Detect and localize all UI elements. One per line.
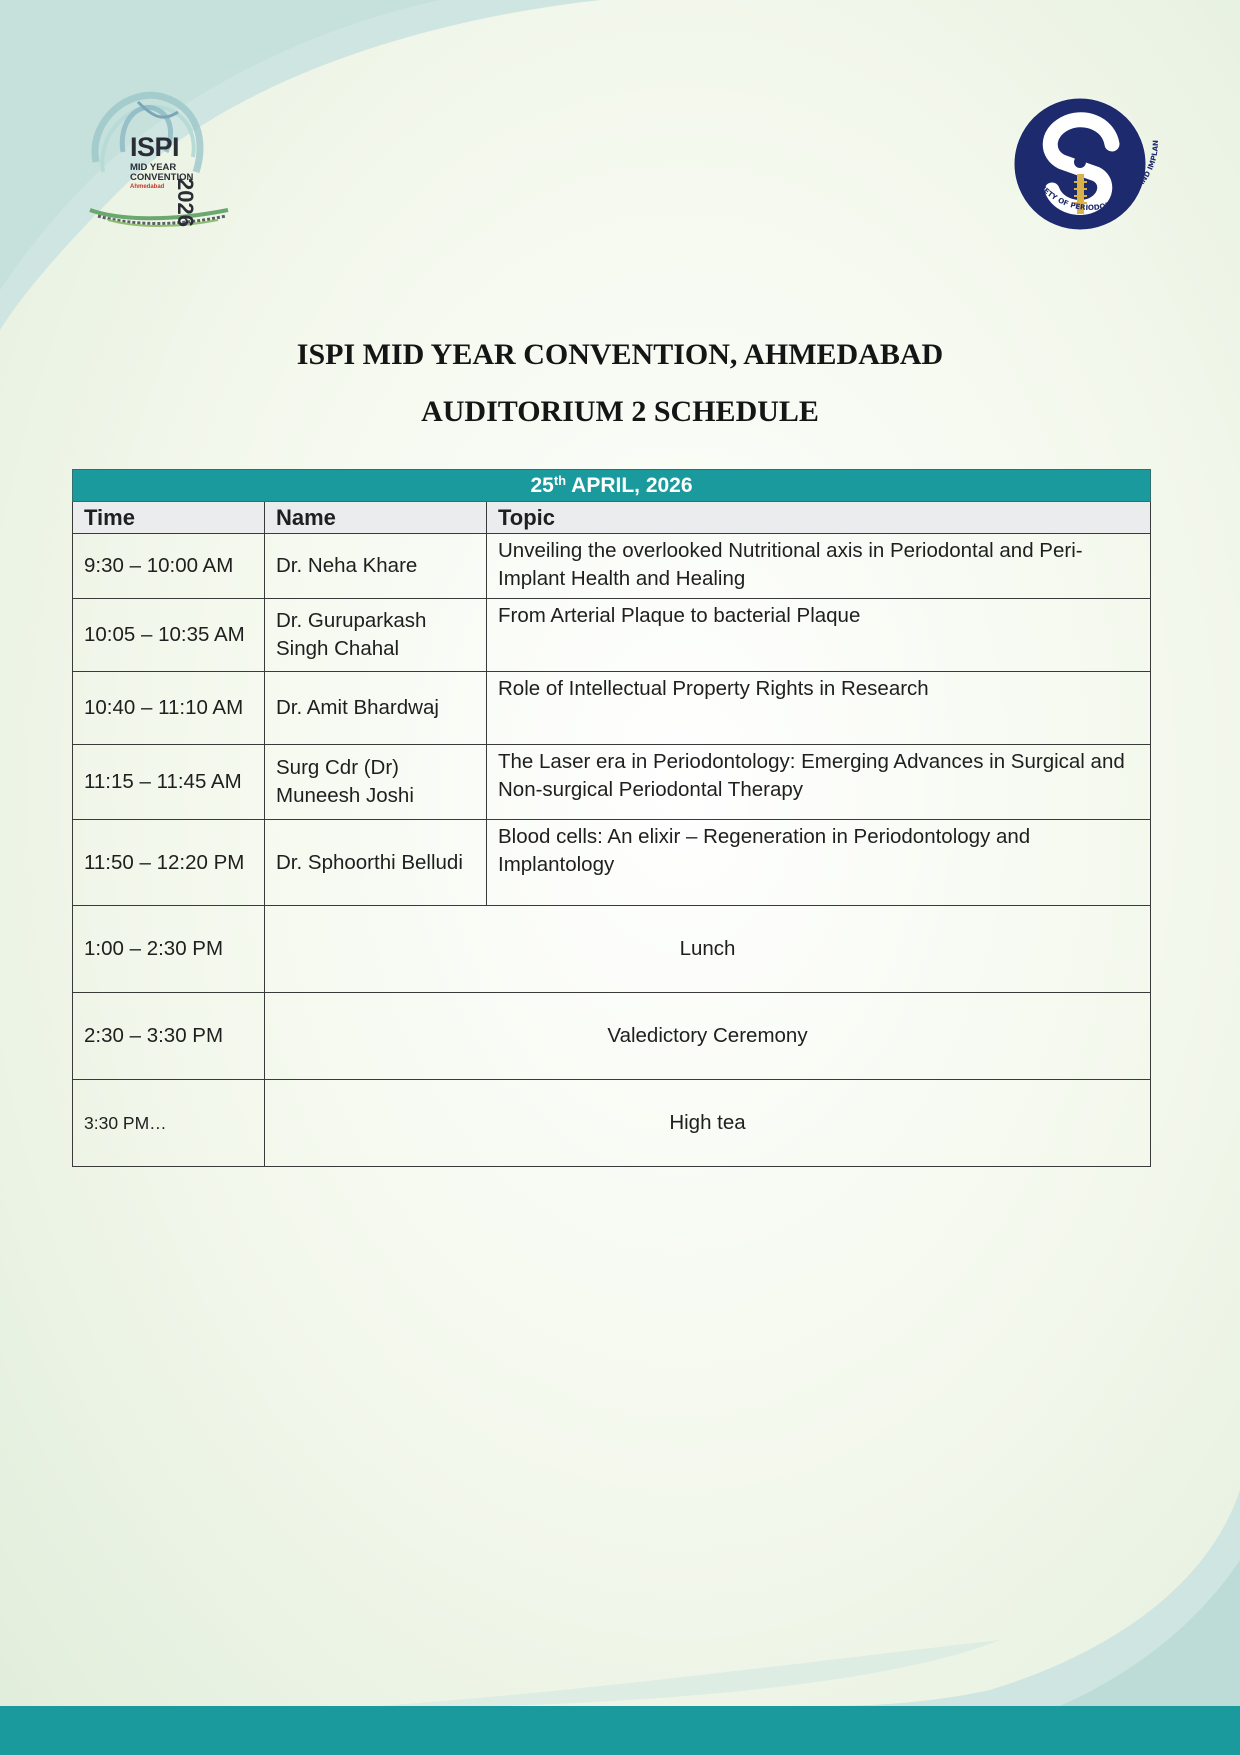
date-header-row [73,470,1151,502]
col-header-name: Name [265,502,487,534]
speaker-name: Dr. Sphoorthi Belludi [265,820,487,906]
session-topic: Role of Intellectual Property Rights in Research [487,672,1151,745]
col-header-topic: Topic [487,502,1151,534]
logo-line2-text: CONVENTION [130,172,194,183]
table-row [73,745,1151,820]
table-row [73,820,1151,906]
break-label: High tea [265,1080,1151,1167]
page-title: ISPI MID YEAR CONVENTION, AHMEDABAD [296,338,944,371]
schedule-table [72,469,1151,1167]
table-row [73,993,1151,1080]
page-subtitle: AUDITORIUM 2 SCHEDULE [421,395,819,428]
column-header-row [73,502,1151,534]
seal-ring-text: INDIAN SOCIETY OF PERIODONTOLOGY AND IMPLAN [1020,139,1161,213]
break-label: Valedictory Ceremony [265,993,1151,1080]
speaker-name: Dr. Amit Bhardwaj [265,672,487,745]
session-time: 10:05 – 10:35 AM [73,599,265,672]
speaker-name: Dr. Neha Khare [265,534,487,599]
ispi-convention-logo [78,82,243,232]
table-row [73,906,1151,993]
logo-year-text: 2026 [173,178,198,227]
logo-line1-text: MID YEAR [130,162,177,173]
break-time: 1:00 – 2:30 PM [73,906,265,993]
session-time: 10:40 – 11:10 AM [73,672,265,745]
ispi-society-seal-logo [1000,92,1170,252]
table-row [73,1080,1151,1167]
logo-brand-text: ISPI [130,132,180,162]
break-time: 3:30 PM… [73,1080,265,1167]
speaker-name: Surg Cdr (Dr) Muneesh Joshi [265,745,487,820]
session-topic: The Laser era in Periodontology: Emerging Advances in Surgical and Non-surgical Periodontal Therapy [487,745,1151,820]
session-time: 11:50 – 12:20 PM [73,820,265,906]
session-time: 9:30 – 10:00 AM [73,534,265,599]
session-topic: Unveiling the overlooked Nutritional axis in Periodontal and Peri-Implant Health and Healing [487,534,1151,599]
break-label: Lunch [265,906,1151,993]
col-header-time: Time [73,502,265,534]
logo-city-text: Ahmedabad [130,184,165,190]
break-time: 2:30 – 3:30 PM [73,993,265,1080]
table-row [73,534,1151,599]
table-row [73,599,1151,672]
session-time: 11:15 – 11:45 AM [73,745,265,820]
table-row [73,672,1151,745]
speaker-name: Dr. Guruparkash Singh Chahal [265,599,487,672]
session-topic: From Arterial Plaque to bacterial Plaque [487,599,1151,672]
session-topic: Blood cells: An elixir – Regeneration in Periodontology and Implantology [487,820,1151,906]
footer-bar [0,1706,1240,1755]
schedule-date: 25th APRIL, 2026 [73,470,1151,502]
